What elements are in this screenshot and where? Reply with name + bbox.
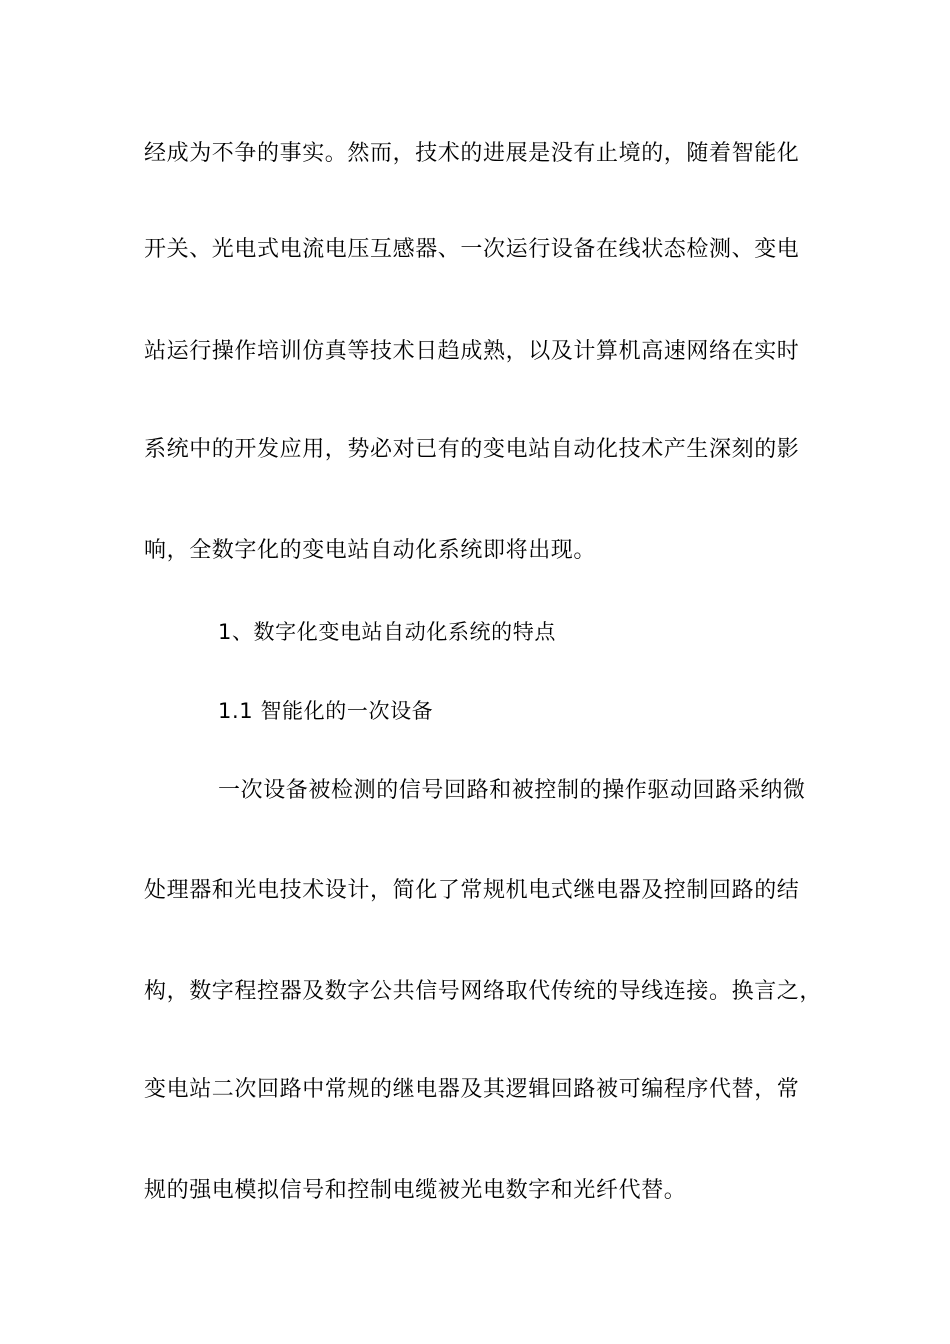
paragraph-line: 站运行操作培训仿真等技术日趋成熟，以及计算机高速网络在实时	[144, 339, 800, 364]
paragraph-line: 开关、光电式电流电压互感器、一次运行设备在线状态检测、变电	[144, 237, 800, 262]
paragraph-line: 一次设备被检测的信号回路和被控制的操作驱动回路采纳微	[218, 778, 806, 803]
subsection-heading: 1.1 智能化的一次设备	[218, 699, 434, 723]
paragraph-line: 响，全数字化的变电站自动化系统即将出现。	[144, 538, 597, 563]
paragraph-line: 处理器和光电技术设计，简化了常规机电式继电器及控制回路的结	[144, 878, 800, 903]
paragraph-line: 规的强电模拟信号和控制电缆被光电数字和光纤代替。	[144, 1178, 687, 1203]
section-heading: 1、数字化变电站自动化系统的特点	[218, 620, 556, 644]
paragraph-line: 变电站二次回路中常规的继电器及其逻辑回路被可编程序代替，常	[144, 1077, 800, 1102]
paragraph-line: 系统中的开发应用，势必对已有的变电站自动化技术产生深刻的影	[144, 437, 800, 462]
paragraph-line: 经成为不争的事实。然而，技术的进展是没有止境的，随着智能化	[144, 141, 800, 166]
paragraph-line: 构，数字程控器及数字公共信号网络取代传统的导线连接。换言之，	[144, 979, 823, 1004]
